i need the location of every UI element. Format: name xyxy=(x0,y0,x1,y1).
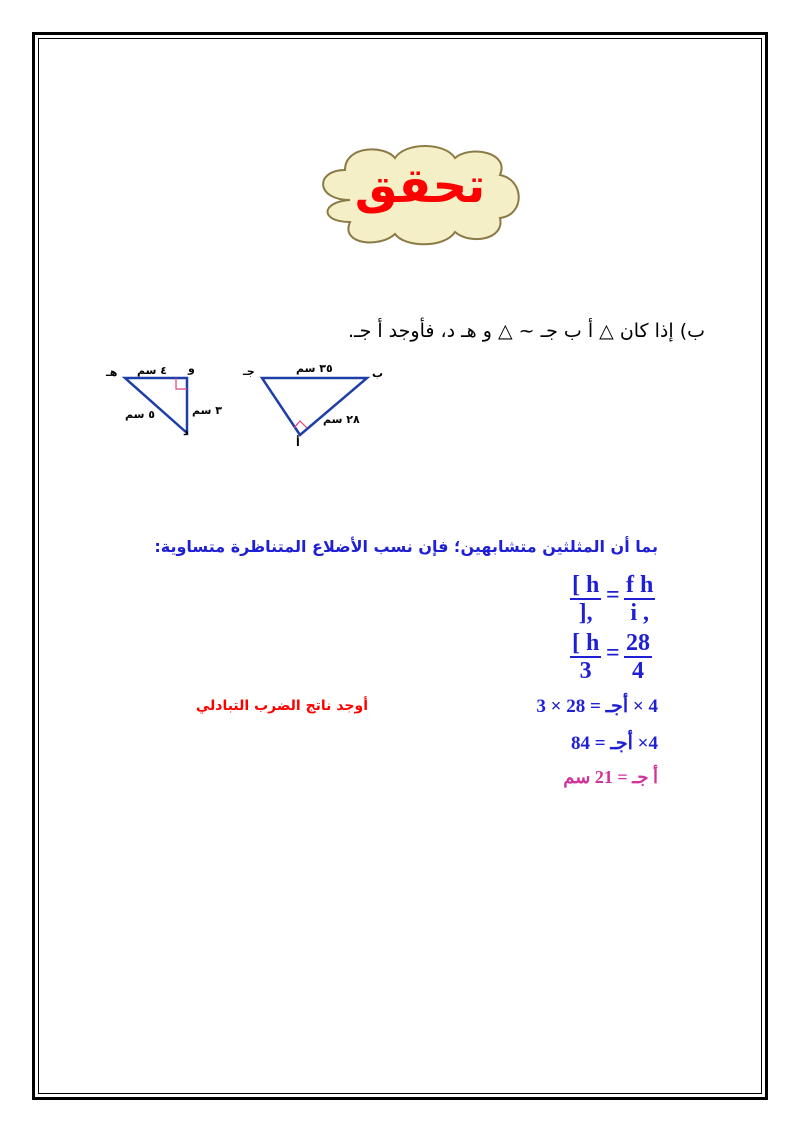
side-label: ٥ سم xyxy=(125,408,155,421)
vertex-label: أ xyxy=(296,436,300,449)
vertex-label: هـ xyxy=(106,366,118,379)
triangle-small xyxy=(125,378,187,433)
question-text: ب) إذا كان △ أ ب جـ ~ △ و هـ د، فأوجد أ جـ. xyxy=(347,320,705,342)
vertex-label: جـ xyxy=(243,365,255,378)
equals-sign: = xyxy=(606,640,620,666)
side-label: ٣٥ سم xyxy=(296,362,333,375)
fraction-left-1: [ h ], xyxy=(572,572,600,626)
side-label: ٣ سم xyxy=(192,404,222,417)
badge-title: تحقق xyxy=(354,158,486,214)
fraction-right-2: $\frac{28}{4}$ xyxy=(626,630,650,684)
fraction-left-2: $\frac{[ h}{3}$ xyxy=(572,630,600,684)
hint-text: أوجد ناتج الضرب التبادلي xyxy=(195,698,368,714)
right-angle-mark xyxy=(176,378,187,389)
side-label: ٢٨ سم xyxy=(323,413,360,426)
vertex-label: د xyxy=(183,425,189,438)
triangle-large xyxy=(262,378,367,435)
step-simplify: 4× أجـ = 84 xyxy=(571,733,658,754)
final-answer: أ جـ = 21 سم xyxy=(563,767,658,787)
step-cross-multiply: 4 × أجـ = 28 × 3 xyxy=(536,696,658,717)
side-label: ٤ سم xyxy=(137,364,167,377)
equals-sign: = xyxy=(606,582,620,608)
solution-intro: بما أن المثلثين متشابهين؛ فإن نسب الأضلاع المتناظرة متساوية: xyxy=(154,537,658,556)
vertex-label: و xyxy=(188,362,195,375)
fraction-right-1: $\frac{\text{f h}}{i ,}$ xyxy=(626,572,654,626)
vertex-label: ب xyxy=(372,367,384,380)
